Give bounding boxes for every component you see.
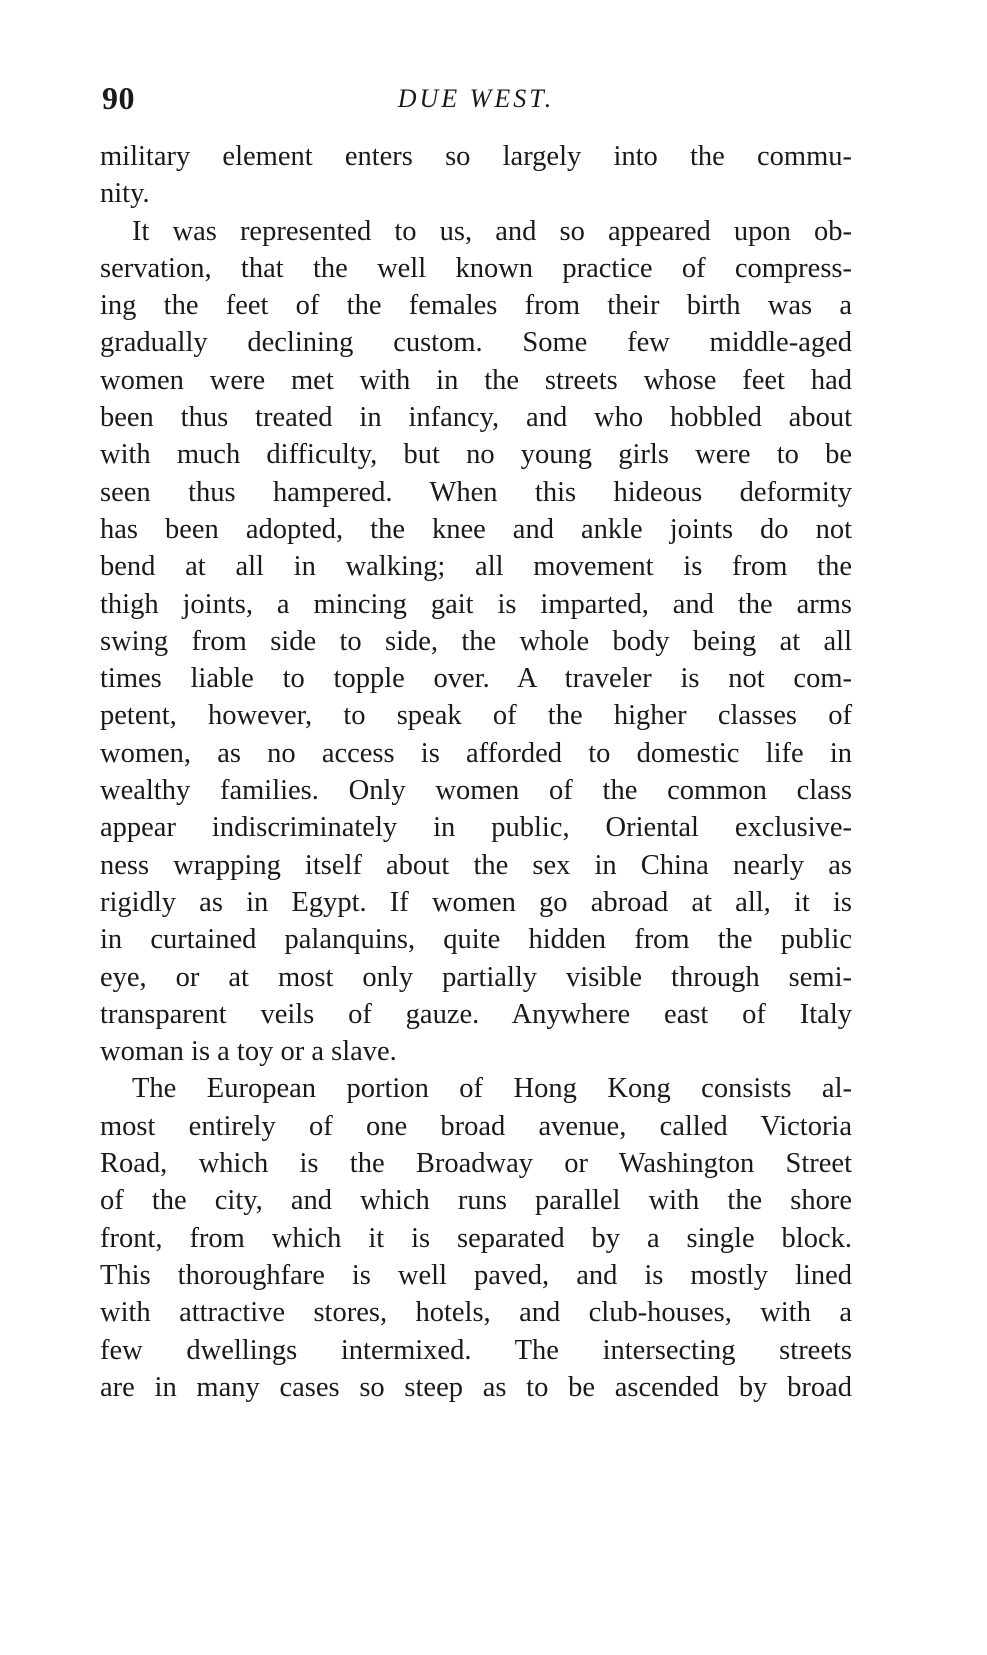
text-line: of the city, and which runs parallel with the shore [100,1185,852,1217]
text-line: rigidly as in Egypt. If women go abroad at all, it is [100,886,852,918]
text-line: ness wrapping itself about the sex in China nearly as [100,849,852,881]
text-line: ing the feet of the females from their birth was a [100,290,852,322]
text-line: has been adopted, the knee and ankle joints do not [100,513,852,545]
text-line: nity. [100,178,150,210]
text-line: military element enters so largely into the commu- [100,141,852,172]
text-line: with much difficulty, but no young girls were to be [100,439,852,471]
text-line: few dwellings intermixed. The intersecting streets [100,1334,852,1366]
text-line: front, from which it is separated by a single block. [100,1222,852,1254]
text-line: servation, that the well known practice of compress- [100,252,852,284]
page-number: 90 [102,80,135,116]
paragraph-3 [100,1070,852,1406]
text-line: eye, or at most only partially visible through semi- [100,961,852,993]
paragraph-1 [100,138,852,213]
body-text [100,138,852,1406]
text-line: bend at all in walking; all movement is from the [100,551,852,583]
text-line: most entirely of one broad avenue, called Victoria [100,1110,852,1142]
text-line: in curtained palanquins, quite hidden from the public [100,924,852,956]
running-title: DUE WEST. [397,84,555,113]
text-line: women, as no access is afforded to domestic life in [100,737,852,769]
running-head [100,80,852,124]
paragraph-2 [100,213,852,1071]
text-line: This thoroughfare is well paved, and is mostly lined [100,1259,852,1291]
text-line: with attractive stores, hotels, and club-houses, with a [100,1297,852,1329]
text-line: women were met with in the streets whose feet had [100,364,852,396]
text-line: thigh joints, a mincing gait is imparted, and the arms [100,588,852,620]
text-line: are in many cases so steep as to be ascended by broad [100,1371,852,1403]
book-page [100,80,852,1406]
text-line: The European portion of Hong Kong consists al- [132,1073,852,1105]
text-line: appear indiscriminately in public, Oriental exclusive- [100,812,852,844]
text-line: petent, however, to speak of the higher classes of [100,700,852,732]
text-line: wealthy families. Only women of the common class [100,775,852,807]
text-line: swing from side to side, the whole body being at all [100,625,852,657]
text-line: times liable to topple over. A traveler is not com- [100,663,852,695]
text-line: woman is a toy or a slave. [100,1036,397,1068]
text-line: Road, which is the Broadway or Washington Street [100,1148,852,1180]
text-line: gradually declining custom. Some few middle-aged [100,327,852,359]
text-line: been thus treated in infancy, and who hobbled about [100,402,852,434]
text-line: seen thus hampered. When this hideous deformity [100,476,852,508]
text-line: It was represented to us, and so appeared upon ob- [132,215,852,247]
text-line: transparent veils of gauze. Anywhere east of Italy [100,998,852,1030]
